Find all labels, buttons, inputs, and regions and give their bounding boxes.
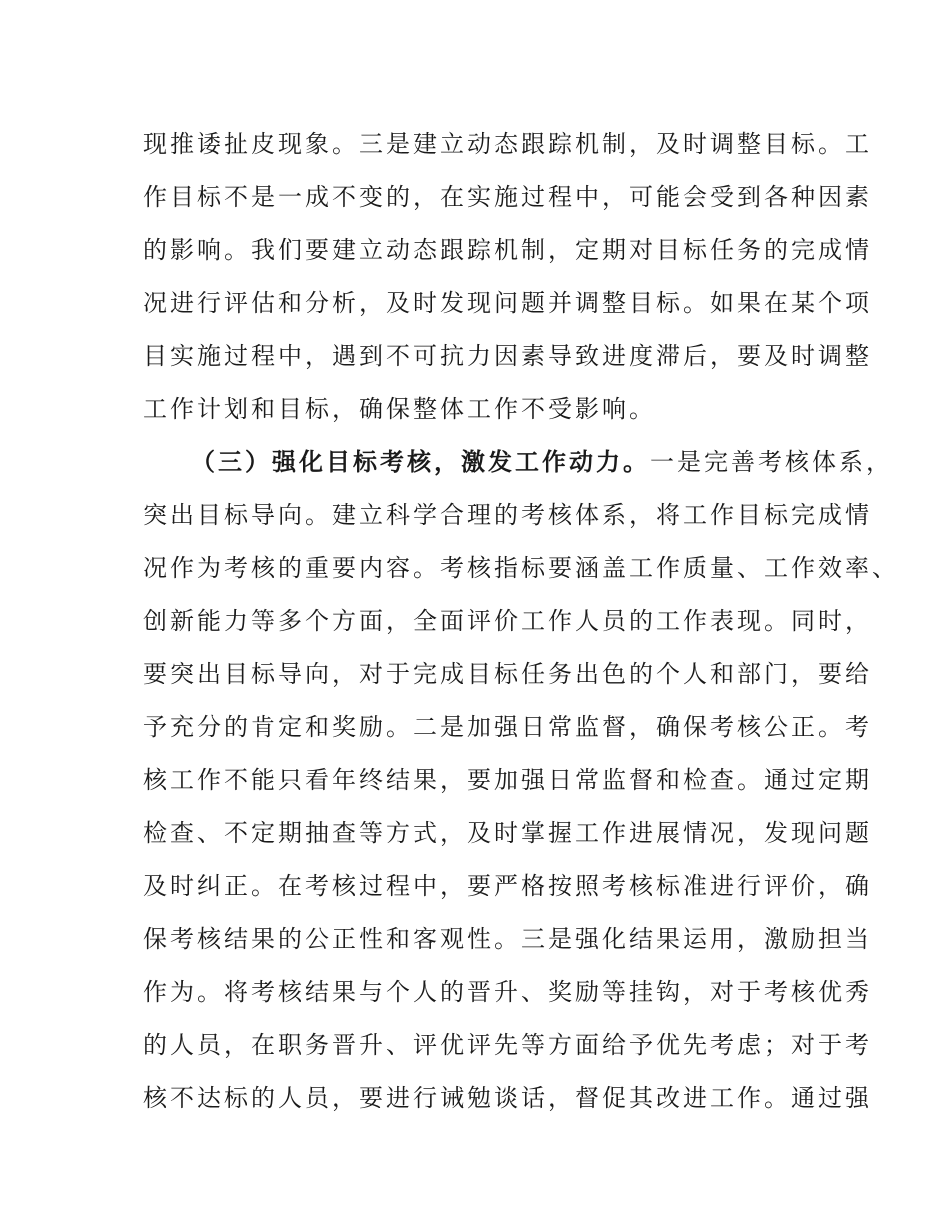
paragraph-line: 作为。将考核结果与个人的晋升、奖励等挂钩，对于考核优秀 (143, 978, 872, 1006)
paragraph-line: 作目标不是一成不变的，在实施过程中，可能会受到各种因素 (143, 183, 872, 211)
paragraph-line: 保考核结果的公正性和客观性。三是强化结果运用，激励担当 (143, 925, 872, 953)
section-heading-line (191, 436, 893, 488)
paragraph-line: 目实施过程中，遇到不可抗力因素导致进度滞后，要及时调整 (143, 342, 872, 370)
heading-line-rest: 一是完善考核体系， (650, 448, 893, 476)
paragraph-line: 况进行评估和分析，及时发现问题并调整目标。如果在某个项 (143, 289, 872, 317)
paragraph-line: 及时纠正。在考核过程中，要严格按照考核标准进行评价，确 (143, 872, 872, 900)
paragraph-line: 予充分的肯定和奖励。二是加强日常监督，确保考核公正。考 (143, 713, 872, 741)
paragraph-line: 核工作不能只看年终结果，要加强日常监督和检查。通过定期 (143, 766, 872, 794)
paragraph-line: 现推诿扯皮现象。三是建立动态跟踪机制，及时调整目标。工 (143, 130, 872, 158)
paragraph-line: 的影响。我们要建立动态跟踪机制，定期对目标任务的完成情 (143, 236, 872, 264)
section-heading: （三）强化目标考核，激发工作动力。 (191, 447, 650, 476)
paragraph-line: 的人员，在职务晋升、评优评先等方面给予优先考虑；对于考 (143, 1031, 872, 1059)
paragraph-line: 核不达标的人员，要进行诫勉谈话，督促其改进工作。通过强 (143, 1084, 872, 1112)
paragraph-line: 检查、不定期抽查等方式，及时掌握工作进展情况，发现问题 (143, 819, 872, 847)
paragraph-line: 要突出目标导向，对于完成目标任务出色的个人和部门，要给 (143, 660, 872, 688)
paragraph-line: 突出目标导向。建立科学合理的考核体系，将工作目标完成情 (143, 501, 872, 529)
paragraph-line: 创新能力等多个方面，全面评价工作人员的工作表现。同时， (143, 607, 872, 635)
paragraph-line: 况作为考核的重要内容。考核指标要涵盖工作质量、工作效率、 (143, 554, 899, 582)
paragraph-line: 工作计划和目标，确保整体工作不受影响。 (143, 395, 656, 423)
